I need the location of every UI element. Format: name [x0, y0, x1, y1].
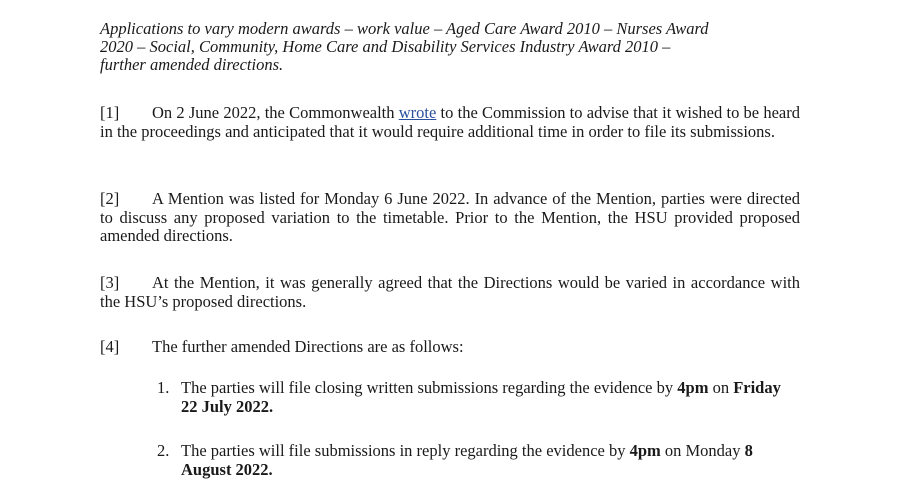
paragraph-text: A Mention was listed for Monday 6 June 2022. In advance of the Mention, parties were directed to discuss any proposed variation to the timetable. Prior to the Mention, the HSU provided proposed amended directions. — [100, 189, 800, 245]
paragraph-text: On 2 June 2022, the Commonwealth — [152, 103, 399, 122]
paragraph-number: [1] — [100, 103, 120, 122]
paragraph-number: [4] — [100, 337, 120, 356]
direction-number: 2. — [157, 441, 170, 460]
paragraph-4 — [100, 338, 800, 357]
heading-line-1: Applications to vary modern awards – work value – Aged Care Award 2010 – Nurses Award — [100, 19, 709, 38]
document-heading — [100, 20, 800, 74]
direction-text: The parties will file submissions in reply regarding the evidence by 4pm on Monday 8 August 2022. — [181, 441, 753, 479]
paragraph-text: to the Commission to advise that it wished to be heard in the proceedings and anticipated that it would require additional time in order to file its submissions. — [100, 103, 800, 141]
paragraph-3 — [100, 274, 800, 311]
direction-text: The parties will file closing written submissions regarding the evidence by 4pm on Friday 22 July 2022. — [181, 378, 781, 416]
paragraph-text: At the Mention, it was generally agreed that the Directions would be varied in accordance with the HSU’s proposed directions. — [100, 273, 800, 311]
wrote-link[interactable]: wrote — [398, 103, 437, 122]
direction-number: 1. — [157, 378, 170, 397]
direction-item-2 — [157, 441, 797, 481]
paragraph-2 — [100, 190, 800, 246]
paragraph-number: [3] — [100, 273, 120, 292]
paragraph-text: The further amended Directions are as follows: — [152, 337, 464, 356]
direction-item-1 — [157, 378, 797, 418]
heading-line-2: 2020 – Social, Community, Home Care and Disability Services Industry Award 2010 – — [100, 37, 671, 56]
heading-line-3: further amended directions. — [100, 55, 284, 74]
paragraph-number: [2] — [100, 189, 120, 208]
paragraph-1 — [100, 104, 800, 141]
